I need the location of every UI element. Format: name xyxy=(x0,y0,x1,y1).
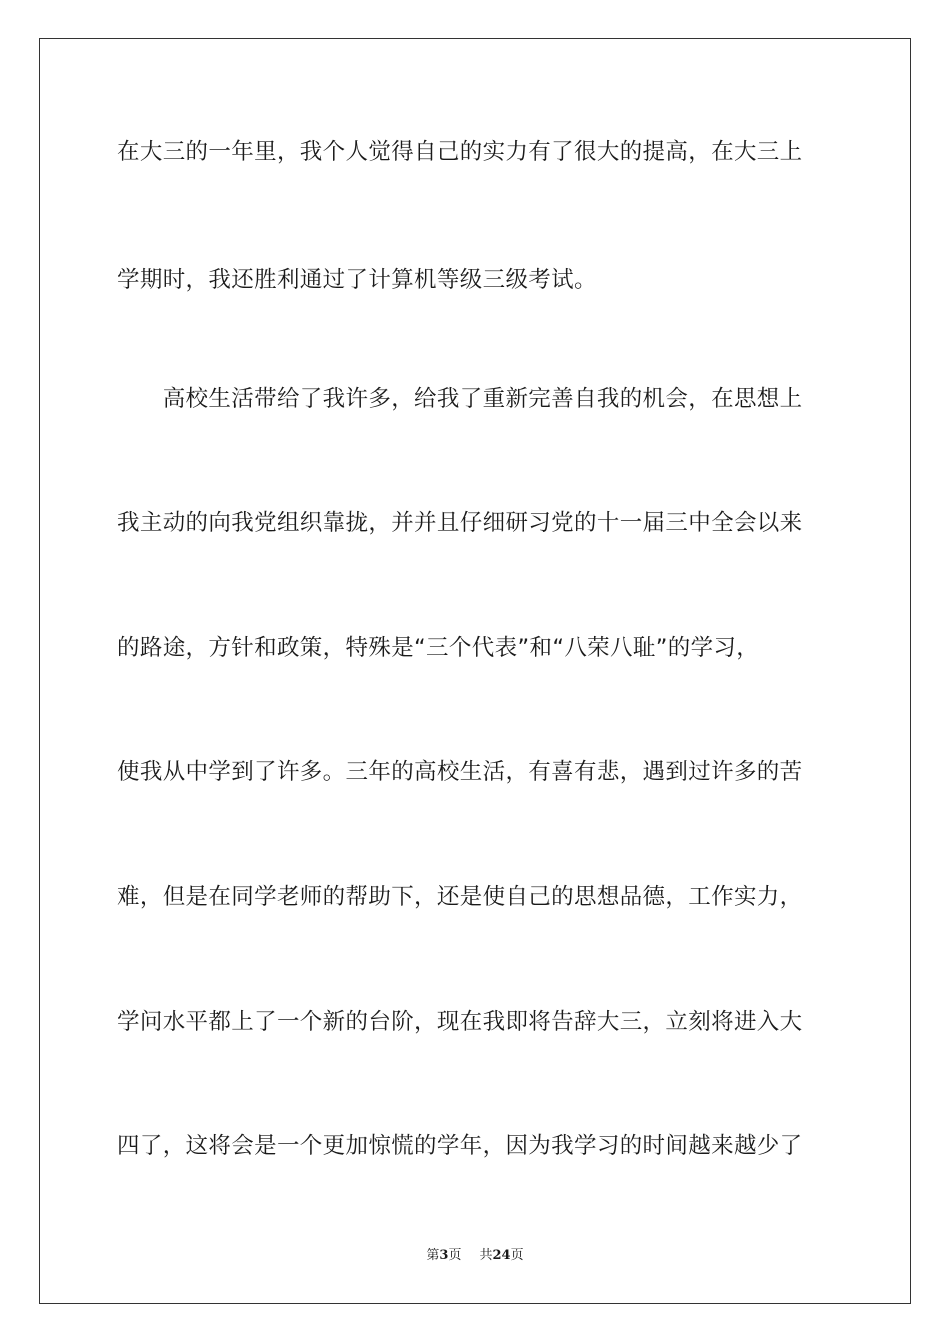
body-line-7: 难，但是在同学老师的帮助下，还是使自己的思想品德，工作实力， xyxy=(117,884,803,910)
total-prefix: 共 xyxy=(479,1248,493,1263)
body-line-9: 四了，这将会是一个更加惊慌的学年，因为我学习的时间越来越少了 xyxy=(117,1133,803,1159)
total-pages: 24 xyxy=(492,1248,511,1263)
body-line-4: 我主动的向我党组织靠拢，并并且仔细研习党的十一届三中全会以来 xyxy=(117,510,803,536)
total-suffix: 页 xyxy=(510,1248,524,1263)
page-suffix: 页 xyxy=(448,1248,462,1263)
body-line-5: 的路途，方针和政策，特殊是“三个代表”和“八荣八耻”的学习， xyxy=(117,635,760,661)
page-border xyxy=(39,38,911,1304)
page-prefix: 第 xyxy=(426,1248,440,1263)
page-number: 3 xyxy=(439,1248,449,1263)
body-line-6: 使我从中学到了许多。三年的高校生活，有喜有悲，遇到过许多的苦 xyxy=(117,759,803,785)
body-line-2: 学期时，我还胜利通过了计算机等级三级考试。 xyxy=(117,267,597,293)
body-line-3: 高校生活带给了我许多，给我了重新完善自我的机会，在思想上 xyxy=(117,386,803,412)
body-line-1: 在大三的一年里，我个人觉得自己的实力有了很大的提高，在大三上 xyxy=(117,139,803,165)
page-footer xyxy=(0,1247,950,1265)
body-line-8: 学问水平都上了一个新的台阶，现在我即将告辞大三，立刻将进入大 xyxy=(117,1009,803,1035)
